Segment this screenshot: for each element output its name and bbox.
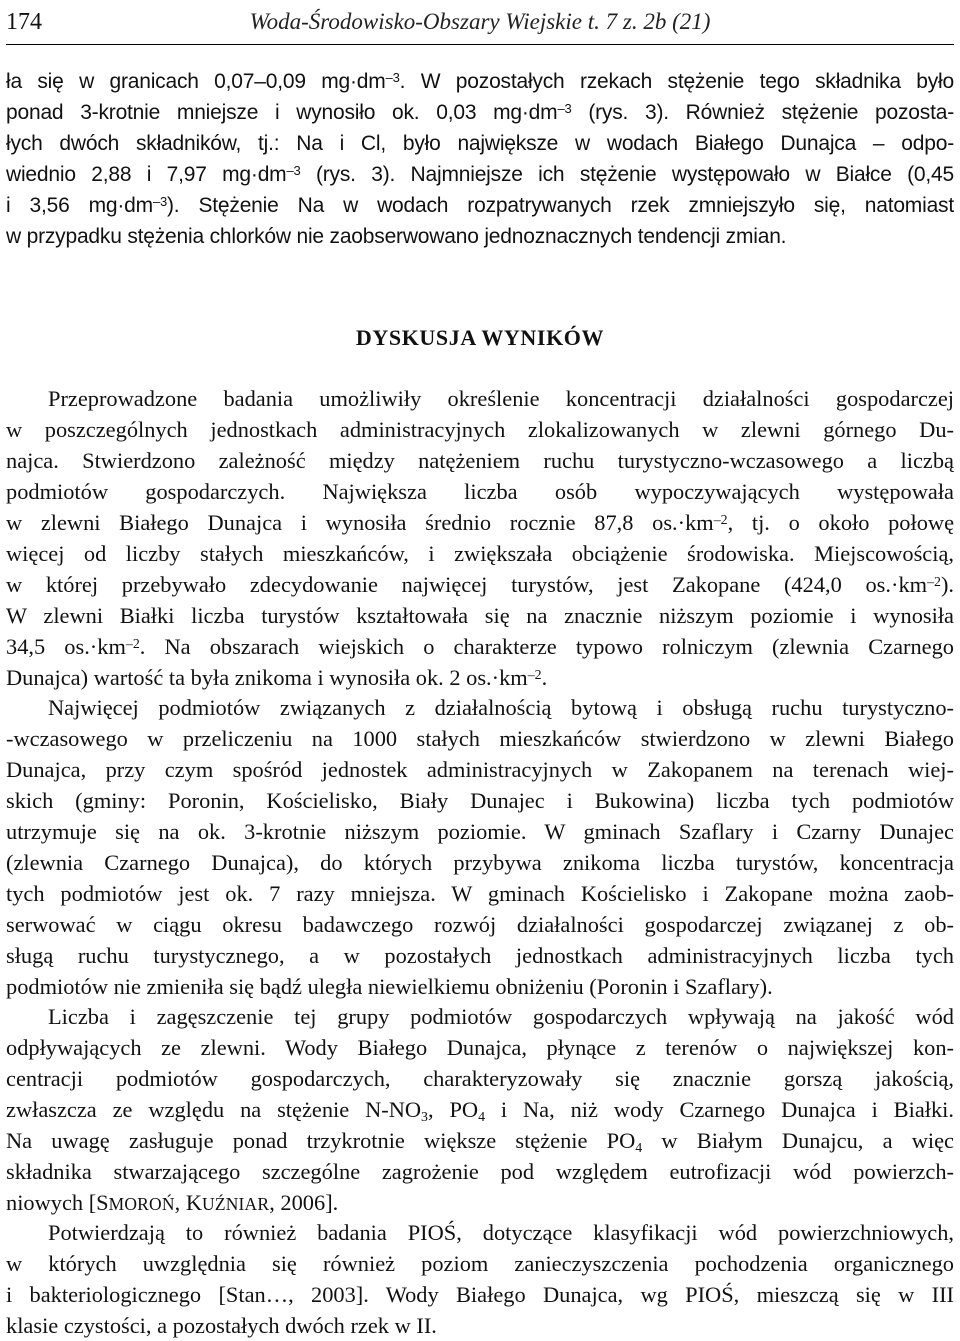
text-line: Na uwagę zasługuje ponad trzykrotnie większe stężenie $PO_4$ w Białym Dunajcu, a więc	[6, 1128, 954, 1156]
text-line: ła się w granicach 0,07–0,09 $mg\cdot dm^{-3}$. W pozostałych rzekach stężenie tego składnika było	[6, 70, 954, 93]
paragraph	[6, 1217, 954, 1341]
text-line: w poszczególnych jednostkach administracyjnych zlokalizowanych w zlewni górnego Du-	[6, 417, 954, 442]
page-number: 174	[6, 9, 42, 35]
text-line: centracji podmiotów gospodarczych, charakteryzowały się znacznie gorszą jakością,	[6, 1066, 954, 1091]
paragraph	[6, 383, 954, 693]
text-line: (zlewnia Czarnego Dunajca), do których przybywa znikoma liczba turystów, koncentracja	[6, 850, 954, 875]
continuation-paragraph	[6, 66, 954, 252]
text-line: zwłaszcza ze względu na stężenie $N-NO_3$, $PO_4$ i Na, niż wody Czarnego Dunajca i Białki.	[6, 1097, 954, 1125]
text-line: najca. Stwierdzono zależność między natężeniem ruchu turystyczno-wczasowego a liczbą	[6, 448, 954, 473]
text-line: Dunajca) wartość ta była znikoma i wynosiła ok. 2 $os.\cdot km^{-2}$.	[6, 665, 548, 690]
text-line: w zlewni Białego Dunajca i wynosiła średnio rocznie 87,8 $os.\cdot km^{-2}$, tj. o około połowę	[6, 510, 954, 535]
journal-title: Woda-Środowisko-Obszary Wiejskie t. 7 z. 2b (21)	[249, 9, 711, 34]
text-line: i bakteriologicznego [Stan…, 2003]. Wody Białego Dunajca, wg PIOŚ, mieszczą się w III	[6, 1282, 954, 1307]
text-line: W zlewni Białki liczba turystów kształtowała się na znacznie niższym poziomie i wynosiła	[6, 603, 954, 628]
section-heading: DYSKUSJA WYNIKÓW	[355, 325, 605, 350]
text-line: 34,5 $os.\cdot km^{-2}$. Na obszarach wiejskich o charakterze typowo rolniczym (zlewnia Czarnego	[6, 634, 954, 659]
text-line: więcej od liczby stałych mieszkańców, i zwiększała obciążenie środowiska. Miejscowością,	[6, 541, 954, 566]
text-line: utrzymuje się na ok. 3-krotnie niższym poziomie. W gminach Szaflary i Czarny Dunajec	[6, 819, 954, 844]
text-line: w których uwzględnia się również poziom zanieczyszczenia pochodzenia organicznego	[6, 1251, 954, 1276]
text-line: serwować w ciągu okresu badawczego rozwój działalności gospodarczej związanej z ob-	[6, 912, 954, 937]
citation-author: SMOROŃ	[96, 1190, 175, 1215]
paragraph	[6, 1001, 954, 1218]
text-line: skich (gminy: Poronin, Kościelisko, Biały Dunajec i Bukowina) liczba tych podmiotów	[6, 788, 954, 813]
paragraph	[6, 692, 954, 1002]
citation-author: KUŹNIAR	[185, 1190, 270, 1215]
text-line: tych podmiotów jest ok. 7 razy mniejsza. W gminach Kościelisko i Zakopane można zaob-	[6, 881, 954, 906]
text-line: odpływających ze zlewni. Wody Białego Dunajca, płynące z terenów o największej kon-	[6, 1035, 954, 1060]
text-line: Liczba i zagęszczenie tej grupy podmiotów gospodarczych wpływają na jakość wód	[48, 1004, 954, 1029]
text-line: Dunajca, przy czym spośród jednostek administracyjnych w Zakopanem na terenach wiej-	[6, 757, 954, 782]
text-line: składnika stwarzającego szczególne zagrożenie pod względem eutrofizacji wód powierzch-	[6, 1159, 954, 1184]
text-line: wiednio 2,88 i 7,97 $mg\cdot dm^{-3}$ (rys. 3). Najmniejsze ich stężenie występowało w Białce (0,45	[6, 163, 954, 186]
text-line: w przypadku stężenia chlorków nie zaobserwowano jednoznacznych tendencji zmian.	[6, 225, 787, 248]
text-line: łych dwóch składników, tj.: Na i Cl, było największe w wodach Białego Dunajca – odpo-	[6, 132, 954, 155]
text-line: i 3,56 $mg\cdot dm^{-3}$). Stężenie Na w wodach rozpatrywanych rzek zmniejszyło się, natomiast	[6, 194, 954, 217]
text-line: w której przebywało zdecydowanie najwięcej turystów, jest Zakopane (424,0 $os.\cdot km^{-2}$).	[6, 572, 954, 597]
running-header	[6, 4, 954, 45]
text-line: klasie czystości, a pozostałych dwóch rzek w II.	[6, 1313, 437, 1338]
text-line: -wczasowego w przeliczeniu na 1000 stałych mieszkańców stwierdzono w zlewni Białego	[6, 726, 954, 751]
text-line: Przeprowadzone badania umożliwiły określenie koncentracji działalności gospodarczej	[48, 386, 954, 411]
text-line: Potwierdzają to również badania PIOŚ, dotyczące klasyfikacji wód powierzchniowych,	[48, 1220, 954, 1245]
text-line: podmiotów nie zmieniła się bądź uległa niewielkiemu obniżeniu (Poronin i Szaflary).	[6, 974, 773, 999]
text-line: niowych [SMOROŃ, KUŹNIAR, 2006].	[6, 1190, 339, 1215]
text-line: ponad 3-krotnie mniejsze i wynosiło ok. 0,03 $mg\cdot dm^{-3}$ (rys. 3). Również stężenie pozosta-	[6, 101, 954, 124]
text-line: sługą ruchu turystycznego, a w pozostałych jednostkach administracyjnych liczba tych	[6, 943, 954, 968]
text-line: Najwięcej podmiotów związanych z działalnością bytową i obsługą ruchu turystyczno-	[48, 695, 954, 720]
text-line: podmiotów gospodarczych. Największa liczba osób wypoczywających występowała	[6, 479, 954, 504]
